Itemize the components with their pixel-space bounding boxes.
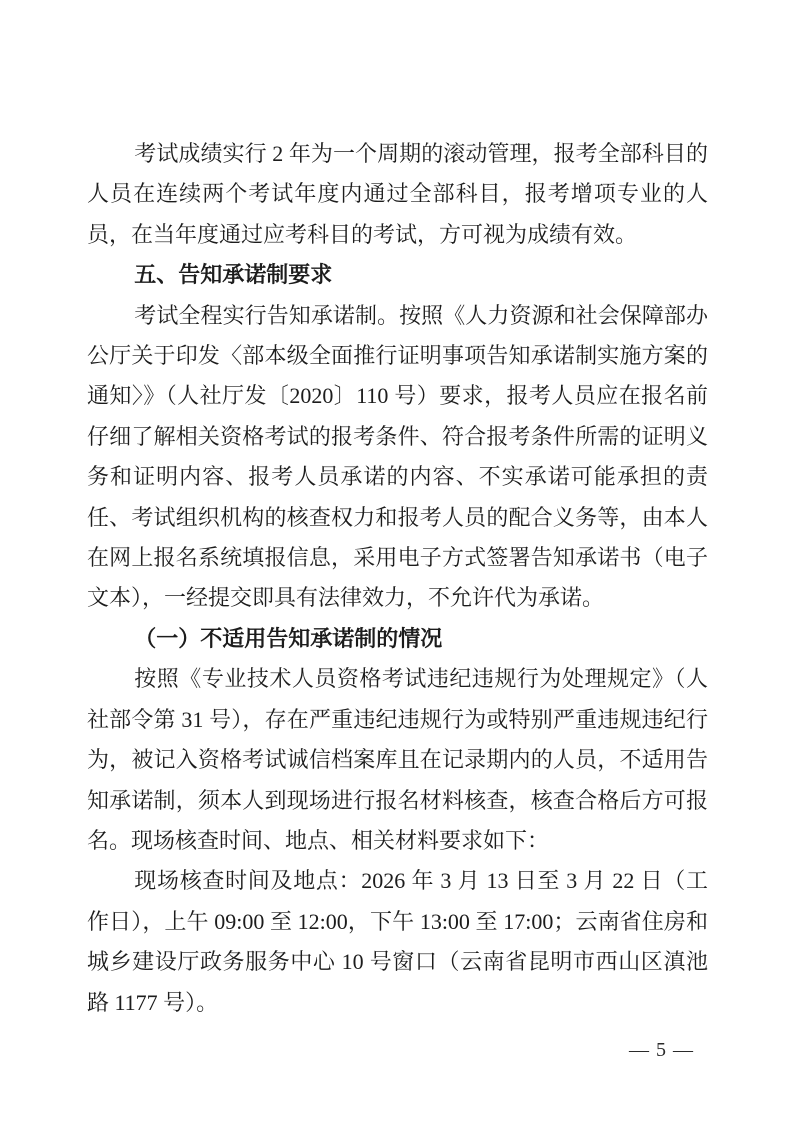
page-number: — 5 — (629, 1039, 694, 1061)
subsection-heading-inapplicable-cases: （一）不适用告知承诺制的情况 (134, 625, 443, 651)
paragraph-commitment-system-description: 考试全程实行告知承诺制。按照《人力资源和社会保障部办公厅关于印发〈部本级全面推行证明事项告知承诺制实施方案的通知〉》（人社厅发〔2020〕110 号）要求，报考人员应在报名前仔细了解相关资格考试的报考条件、符合报考条件所需的证明义务和证明内容、报考人员承诺的内容、不实承诺可能承担的责任、考试组织机构的核查权力和报考人员的配合义务等，由本人在网上报名系统填报信息，采用电子方式签署告知承诺书（电子文本），一经提交即具有法律效力，不允许代为承诺。 (87, 302, 708, 611)
paragraph-inapplicable-cases-detail: 按照《专业技术人员资格考试违纪违规行为处理规定》（人社部令第 31 号），存在严重违纪违规行为或特别严重违规违纪行为，被记入资格考试诚信档案库且在记录期内的人员，不适用告知承诺制，须本人到现场进行报名材料核查，核查合格后方可报名。现场核查时间、地点、相关材料要求如下： (87, 666, 708, 853)
document-body (87, 134, 708, 1023)
paragraph-exam-results-validity: 考试成绩实行 2 年为一个周期的滚动管理，报考全部科目的人员在连续两个考试年度内通过全部科目，报考增项专业的人员，在当年度通过应考科目的考试，方可视为成绩有效。 (87, 141, 708, 247)
section-heading-notification-commitment: 五、告知承诺制要求 (134, 262, 333, 288)
paragraph-onsite-verification-time-location: 现场核查时间及地点：2026 年 3 月 13 日至 3 月 22 日（工作日），上午 09:00 至 12:00，下午 13:00 至 17:00；云南省住房和城乡建设厅政务服务中心 10 号窗口（云南省昆明市西山区滇池路 1177 号）。 (87, 868, 708, 1015)
